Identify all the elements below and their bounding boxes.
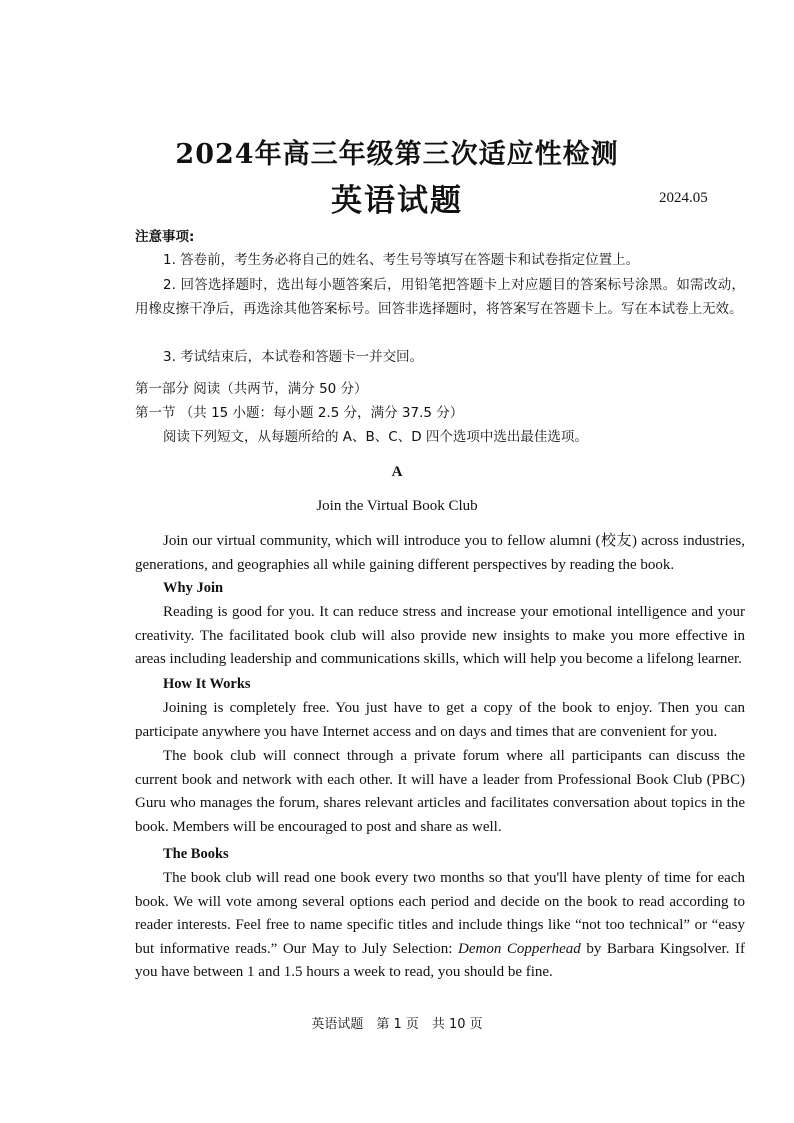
how-it-works-heading: How It Works [163, 676, 251, 692]
passage-label: A [391, 464, 403, 480]
how-it-works-text-1: Joining is completely free. You just have to get a copy of the book to enjoy. Then you can participate anywhere you have Internet access and on days and times that are convenient for you. [135, 700, 745, 740]
passage-intro: Join our virtual community, which will introduce you to fellow alumni (校友) across industries, generations, and geographies all while gaining different perspectives by reading the book. [135, 533, 745, 573]
notice-heading: 注意事项: [135, 229, 195, 245]
notice-item-2: 2. 回答选择题时，选出每小题答案后，用铅笔把答题卡上对应题目的答案标号涂黑。如需改动，用橡皮擦干净后，再选涂其他答案标号。回答非选择题时，将答案写在答题卡上。写在本试卷上无效。 [135, 277, 745, 317]
passage-title: Join the Virtual Book Club [316, 498, 478, 514]
part-title: 第一部分 阅读（共两节，满分 50 分） [135, 381, 368, 397]
reading-instruction: 阅读下列短文，从每题所给的 A、B、C、D 四个选项中选出最佳选项。 [163, 429, 588, 445]
exam-date: 2024.05 [659, 190, 708, 206]
subject-title: 英语试题 [331, 183, 463, 219]
exam-title: 2024年高三年级第三次适应性检测 [175, 139, 619, 170]
book-title: Demon Copperhead [458, 940, 581, 957]
how-it-works-text-2: The book club will connect through a private forum where all participants can discuss the current book and network with each other. It will have a leader from Professional Book Club (PBC) Guru who manages the forum, shares relevant articles and facilitates conversation about topics in the book. Members will be encouraged to post and share as well. [135, 748, 745, 835]
notice-item-1: 1. 答卷前，考生务必将自己的姓名、考生号等填写在答题卡和试卷指定位置上。 [163, 252, 640, 268]
the-books-heading: The Books [163, 846, 229, 862]
notice-item-3: 3. 考试结束后，本试卷和答题卡一并交回。 [163, 349, 424, 365]
the-books-text: The book club will read one book every two months so that you'll have plenty of time for each book. We will vote among several options each period and decide on the book to read according to reader interests. Feel free to name specific titles and include things like “not too technical” or “easy but informative reads.” Our May to July Selection: Demon Copperhead by Barbara Kingsolver. If you have between 1 and 1.5 hours a week to read, you should be fine. [135, 870, 745, 980]
why-join-heading: Why Join [163, 580, 224, 596]
page-footer: 英语试题 第 1 页 共 10 页 [311, 1017, 483, 1032]
section-title: 第一节 （共 15 小题：每小题 2.5 分，满分 37.5 分） [135, 405, 464, 421]
why-join-text: Reading is good for you. It can reduce stress and increase your emotional intelligence and your creativity. The facilitated book club will also provide new insights to make you more effective in areas including leadership and communications skills, which will help you become a lifelong learner. [135, 604, 745, 667]
